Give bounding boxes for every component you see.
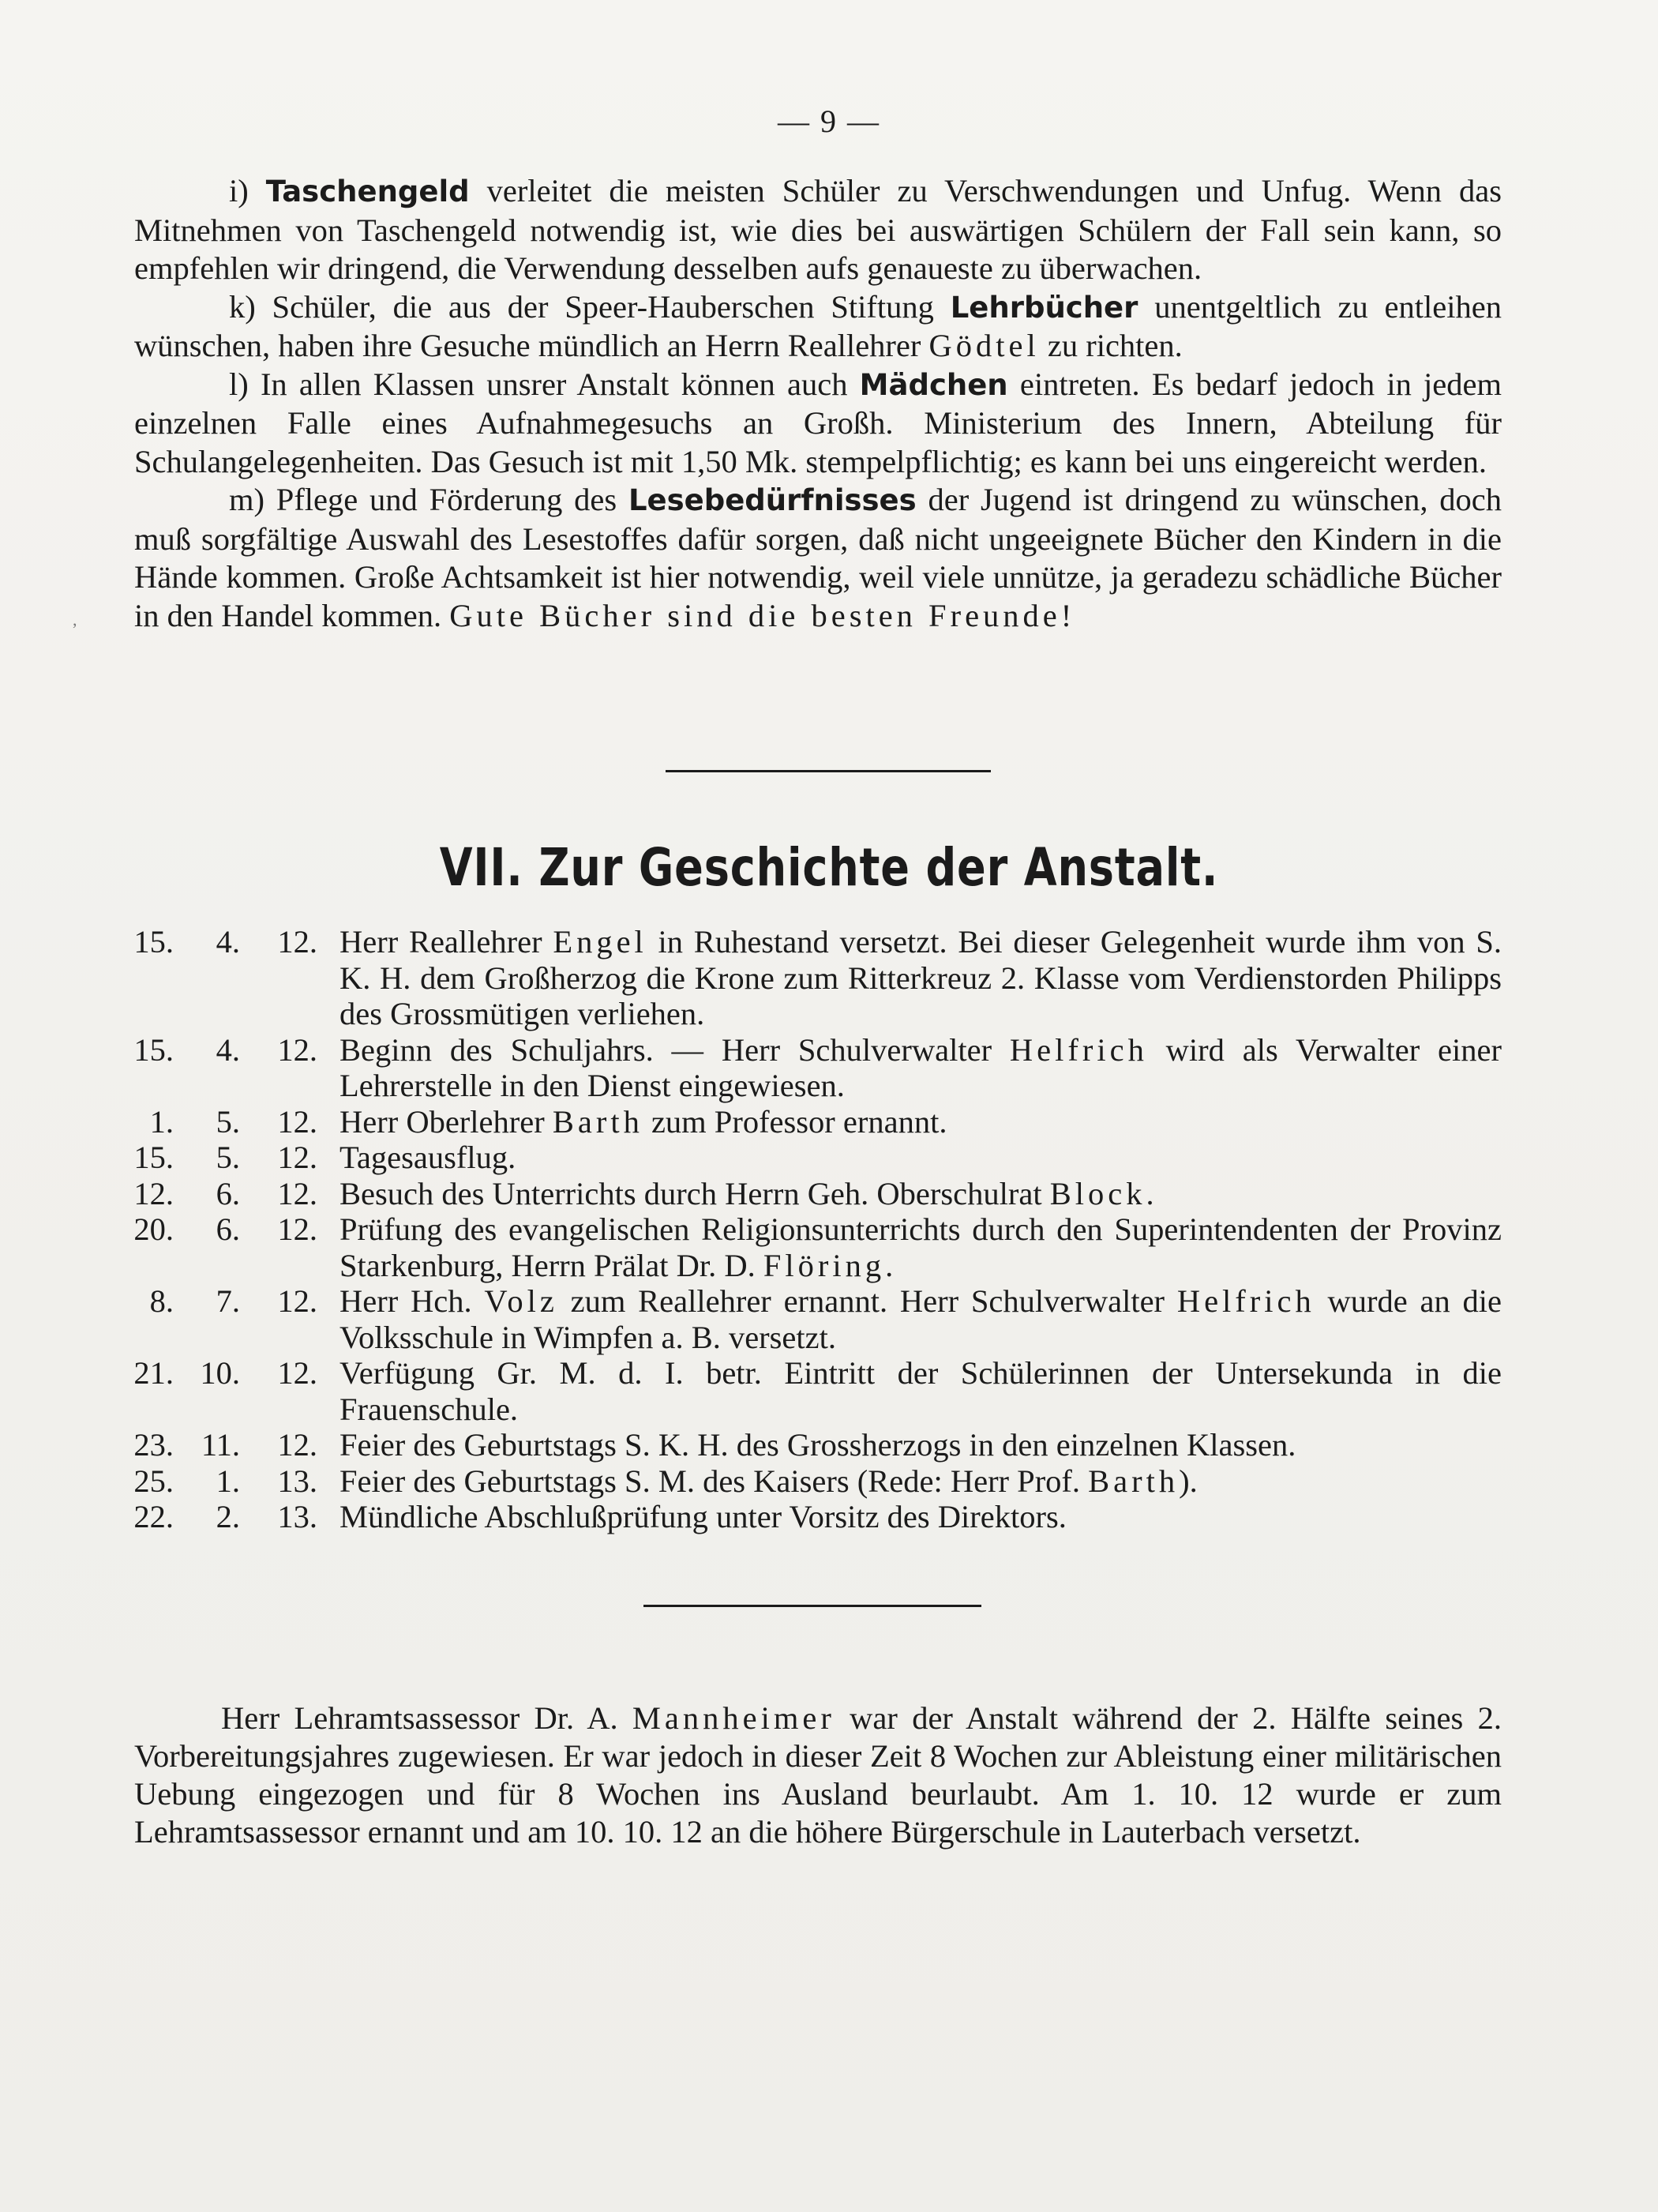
chronicle-entry <box>118 1355 1502 1427</box>
chronicle-day: 15. <box>133 1140 174 1175</box>
chronicle-year: 12. <box>277 1427 317 1463</box>
chronicle-day: 8. <box>149 1283 174 1319</box>
chronicle-text-part: Besuch des Unterrichts durch Herrn Geh. Oberschulrat <box>339 1175 1050 1211</box>
section-title: VII. Zur Geschichte der Anstalt. <box>439 837 1219 898</box>
chronicle-text <box>317 1283 1502 1355</box>
chronicle-entry <box>118 1032 1502 1104</box>
paragraph-m-keyword: Lesebedürfnisses <box>628 483 917 517</box>
chronicle-year: 12. <box>277 1355 317 1391</box>
paragraph-m-lead: m) Pflege und Förderung des <box>229 482 628 517</box>
chronicle-text <box>317 1427 1502 1463</box>
chronicle-name: Barth <box>552 1103 643 1140</box>
paragraph-i-lead: i) <box>229 173 266 208</box>
chronicle-text <box>317 1140 1502 1176</box>
chronicle-name: Engel <box>553 924 647 960</box>
chronicle-entry <box>118 1176 1502 1212</box>
paragraph-m <box>134 481 1502 635</box>
chronicle-text-part: zum Reallehrer ernannt. Herr Schulverwalter <box>557 1283 1177 1319</box>
closing-note <box>134 1699 1502 1851</box>
paragraph-k-end: zu richten. <box>1039 328 1183 363</box>
chronicle-month: 11. <box>201 1427 240 1463</box>
chronicle-month: 2. <box>216 1499 240 1534</box>
chronicle-month: 7. <box>216 1283 240 1319</box>
chronicle-year: 12. <box>277 924 317 960</box>
chronicle-text-part: Herr Reallehrer <box>339 924 553 960</box>
chronicle-text-part: Herr Hch. <box>339 1283 485 1319</box>
chronicle-entry <box>118 1427 1502 1463</box>
chronicle-month: 5. <box>216 1103 240 1140</box>
chronicle-text-part: Feier des Geburtstags S. M. des Kaisers (Rede: Herr Prof. <box>339 1463 1089 1499</box>
chronicle-text-part: Prüfung des evangelischen Religionsunterrichts durch den Superintendenten der Provinz Starkenburg, Herrn Prälat Dr. D. <box>339 1211 1502 1283</box>
chronicle-text <box>317 1104 1502 1140</box>
paragraph-l-lead: l) In allen Klassen unsrer Anstalt können auch <box>229 366 860 402</box>
paragraph-l-keyword: Mädchen <box>859 367 1008 402</box>
chronicle-entry <box>118 1140 1502 1176</box>
paragraph-k-body: unentgeltlich zu entleihen wünschen, haben ihre Gesuche mündlich an Herrn Reallehrer <box>134 288 1502 363</box>
chronicle-entry <box>118 1283 1502 1355</box>
chronicle-year: 13. <box>277 1463 317 1499</box>
paragraph-k-keyword: Lehrbücher <box>950 290 1138 325</box>
chronicle-text <box>317 1176 1502 1212</box>
paragraph-k-name: Gödtel <box>928 328 1040 363</box>
chronicle-month: 5. <box>216 1140 240 1175</box>
chronicle-entry <box>118 1463 1502 1500</box>
divider-rule-top <box>666 770 991 772</box>
note-body: war der Anstalt während der 2. Hälfte seines 2. Vorbereitungsjahres zugewiesen. Er war jedoch in dieser Zeit 8 Wochen zur Ableistung einer militärischen Uebung eingezogen und für 8 Wochen ins Ausland beurlaubt. Am 1. 10. 12 wurde er zum Lehramtsassessor ernannt und am 10. 10. 12 an die höhere Bürgerschule in Lauterbach versetzt. <box>134 1700 1502 1850</box>
chronicle-text <box>317 1211 1502 1283</box>
paragraph-m-body: der Jugend ist dringend zu wünschen, doch muß sorgfältige Auswahl des Lesestoffes dafür sorgen, daß nicht ungeeignete Bücher den Kindern in die Hände kommen. Große Achtsamkeit ist hier notwendig, weil viele unnütze, ja geradezu schädliche Bücher in den Handel kommen. <box>134 482 1502 633</box>
chronicle-text <box>317 1032 1502 1104</box>
chronicle-day: 21. <box>133 1355 174 1391</box>
chronicle-entry <box>118 1211 1502 1283</box>
chronicle-text-part: Tagesausflug. <box>339 1140 516 1175</box>
chronicle-day: 20. <box>133 1211 174 1247</box>
rules-text <box>134 172 1502 635</box>
chronicle-text-part: . <box>1146 1175 1154 1211</box>
chronicle-text-part: zum Professor ernannt. <box>643 1103 947 1140</box>
chronicle-text-part: Beginn des Schuljahrs. — Herr Schulverwalter <box>339 1031 1010 1068</box>
chronicle-year: 13. <box>277 1499 317 1534</box>
chronicle-year: 12. <box>277 1140 317 1175</box>
chronicle-name: Helfrich <box>1176 1283 1315 1319</box>
chronicle-text <box>317 1355 1502 1427</box>
chronicle-entry <box>118 1104 1502 1140</box>
chronicle-text-part: Herr Oberlehrer <box>339 1103 553 1140</box>
chronicle-text-part: wird als Verwalter einer Lehrerstelle in den Dienst eingewiesen. <box>339 1031 1502 1103</box>
paragraph-k-lead: k) Schüler, die aus der Speer-Hauberschen Stiftung <box>229 288 951 325</box>
chronicle-year: 12. <box>277 1031 317 1068</box>
paragraph-i-body: verleitet die meisten Schüler zu Verschwendungen und Unfug. Wenn das Mitnehmen von Taschengeld notwendig ist, wie dies bei auswärtigen Schülern der Fall sein kann, so empfehlen wir dringend, die Verwendung desselben aufs genaueste zu überwachen. <box>134 173 1502 286</box>
chronicle-year: 12. <box>277 1211 317 1247</box>
chronicle-year: 12. <box>277 1283 317 1319</box>
chronicle-month: 6. <box>216 1175 240 1211</box>
chronicle-day: 1. <box>149 1103 174 1140</box>
chronicle-name: Helfrich <box>1009 1031 1148 1068</box>
chronicle-day: 12. <box>133 1175 174 1211</box>
chronicle-entry <box>118 1499 1502 1535</box>
chronicle-month: 6. <box>216 1211 240 1247</box>
chronicle-name: Barth <box>1088 1463 1180 1499</box>
paragraph-i <box>134 172 1502 288</box>
chronicle-month: 1. <box>216 1463 240 1499</box>
chronicle-list <box>118 924 1502 1535</box>
chronicle-month: 4. <box>216 1031 240 1068</box>
page-number: — 9 — <box>778 103 880 139</box>
chronicle-day: 15. <box>133 924 174 960</box>
chronicle-text-part: Verfügung Gr. M. d. I. betr. Eintritt der Schülerinnen der Untersekunda in die Frauenschule. <box>339 1355 1502 1427</box>
chronicle-day: 23. <box>133 1427 174 1463</box>
chronicle-entry <box>118 924 1502 1032</box>
chronicle-year: 12. <box>277 1103 317 1140</box>
note-lead: Herr Lehramtsassessor Dr. A. <box>221 1700 632 1736</box>
chronicle-text <box>317 1463 1502 1500</box>
paragraph-l <box>134 366 1502 482</box>
chronicle-text <box>317 1499 1502 1535</box>
margin-mark: , <box>73 610 77 629</box>
chronicle-text-part: . <box>885 1247 894 1283</box>
chronicle-name: Block <box>1049 1175 1146 1211</box>
paragraph-i-keyword: Taschengeld <box>265 175 470 208</box>
chronicle-text-part: Mündliche Abschlußprüfung unter Vorsitz des Direktors. <box>339 1499 1067 1534</box>
chronicle-text <box>317 924 1502 1032</box>
divider-rule-bottom <box>643 1605 981 1607</box>
chronicle-text-part: wurde an die Volksschule in Wimpfen a. B. versetzt. <box>339 1283 1502 1355</box>
chronicle-name: Volz <box>484 1283 558 1319</box>
chronicle-month: 4. <box>216 924 240 960</box>
note-name: Mannheimer <box>632 1700 835 1736</box>
chronicle-month: 10. <box>200 1355 240 1391</box>
chronicle-year: 12. <box>277 1175 317 1211</box>
chronicle-day: 22. <box>133 1499 174 1534</box>
chronicle-text-part: in Ruhestand versetzt. Bei dieser Gelegenheit wurde ihm von S. K. H. dem Großherzog die Krone zum Ritterkreuz 2. Klasse vom Verdienstorden Philipps des Grossmütigen verliehen. <box>339 924 1502 1031</box>
chronicle-text-part: ). <box>1179 1463 1198 1499</box>
paragraph-m-motto: Gute Bücher sind die besten Freunde! <box>449 597 1076 633</box>
paragraph-k <box>134 288 1502 366</box>
paragraph-l-body: eintreten. Es bedarf jedoch in jedem einzelnen Falle eines Aufnahmegesuchs an Großh. Ministerium des Innern, Abteilung für Schulangelegenheiten. Das Gesuch ist mit 1,50 Mk. stempelpflichtig; es kann bei uns eingereicht werden. <box>134 366 1502 479</box>
chronicle-day: 25. <box>133 1463 174 1499</box>
chronicle-day: 15. <box>133 1031 174 1068</box>
chronicle-text-part: Feier des Geburtstags S. K. H. des Grossherzogs in den einzelnen Klassen. <box>339 1427 1296 1463</box>
chronicle-name: Flöring <box>763 1247 886 1283</box>
